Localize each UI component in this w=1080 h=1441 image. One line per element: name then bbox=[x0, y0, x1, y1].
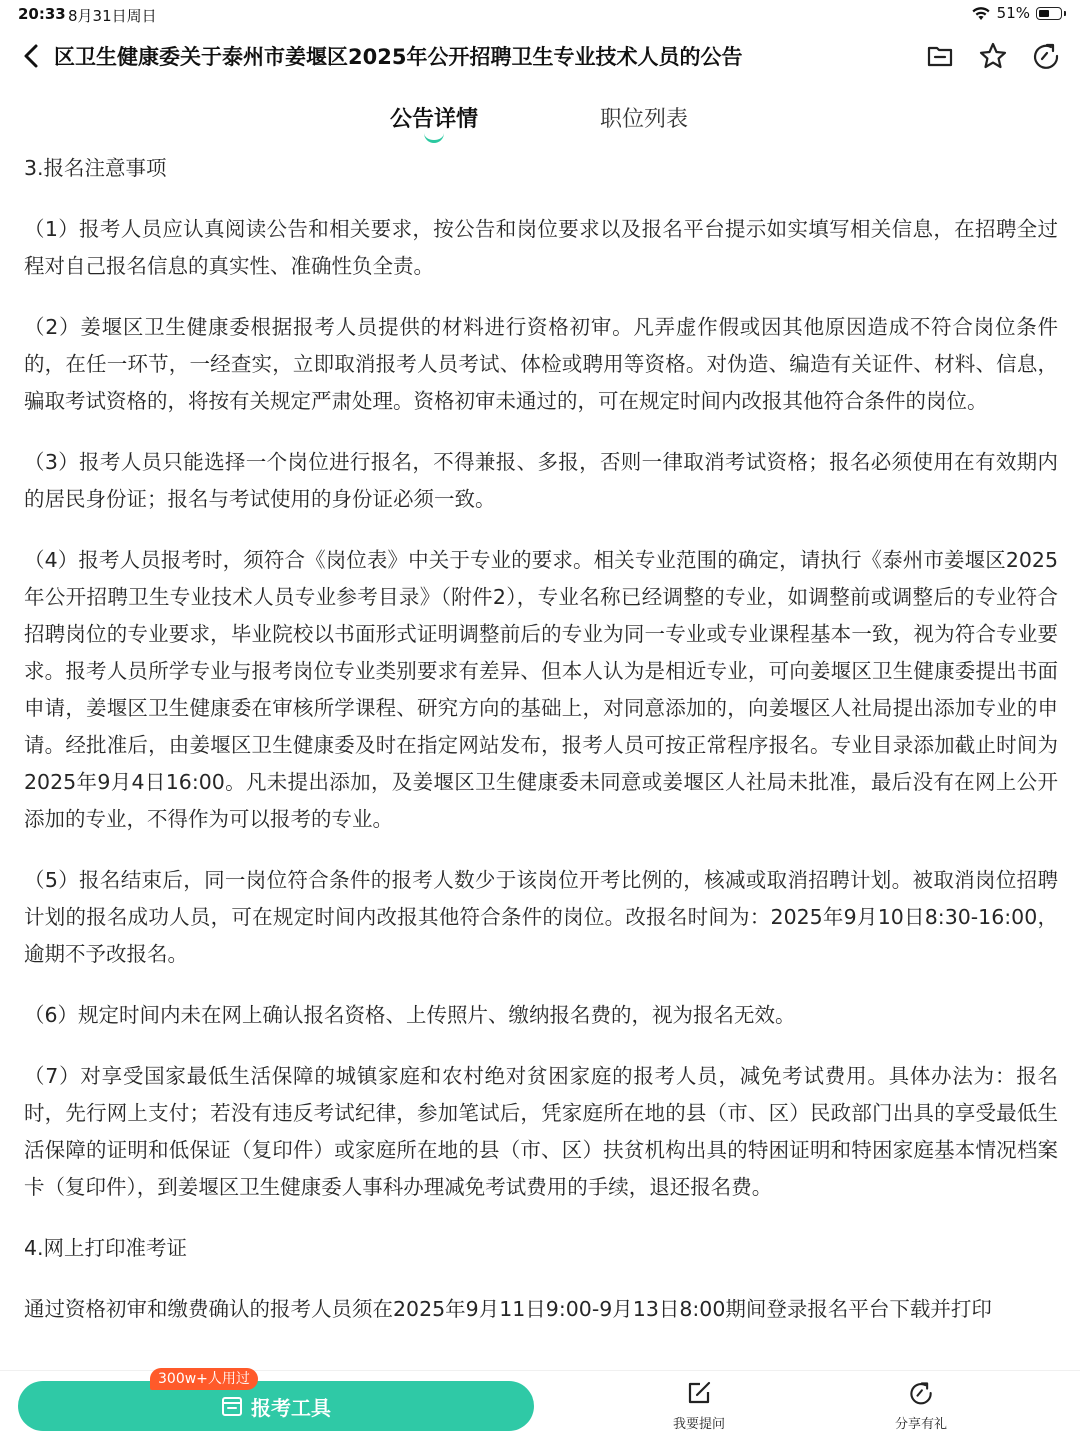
share-icon bbox=[907, 1379, 935, 1407]
status-right bbox=[971, 4, 1062, 22]
page-title: 区卫生健康委关于泰州市姜堰区2025年公开招聘卫生专业技术人员的公告 bbox=[54, 45, 743, 69]
edit-icon bbox=[685, 1379, 713, 1407]
paragraph: （5）报名结束后，同一岗位符合条件的报考人数少于该岗位开考比例的，核减或取消招聘计划。被取消岗位招聘计划的报名成功人员，可在规定时间内改报其他符合条件的岗位。改报名时间为：2025年9月10日8:30-16:00，逾期不予改报名。 bbox=[24, 868, 1058, 966]
active-tab-indicator bbox=[424, 132, 444, 143]
favorite-button[interactable] bbox=[977, 40, 1009, 72]
share-reward-button[interactable] bbox=[866, 1379, 976, 1432]
share-reward-label: 分享有礼 bbox=[894, 1417, 947, 1432]
battery-percent: 51% bbox=[996, 4, 1030, 22]
paragraph: （2）姜堰区卫生健康委根据报考人员提供的材料进行资格初审。凡弄虚作假或因其他原因造成不符合岗位条件的，在任一环节，一经查实，立即取消报考人员考试、体检或聘用等资格。对伪造、编造有关证件、材料、信息，骗取考试资格的，将按有关规定严肃处理。资格初审未通过的，可在规定时间内改报其他符合条件的岗位。 bbox=[24, 315, 1058, 413]
wifi-icon bbox=[971, 6, 991, 21]
nav-bar bbox=[0, 30, 1080, 82]
star-icon bbox=[977, 40, 1009, 72]
tab-bar bbox=[0, 96, 1080, 146]
paragraph: （3）报考人员只能选择一个岗位进行报名，不得兼报、多报，否则一律取消考试资格；报名必须使用在有效期内的居民身份证；报名与考试使用的身份证必须一致。 bbox=[24, 450, 1058, 511]
bottom-bar bbox=[0, 1370, 1080, 1441]
status-bar bbox=[0, 0, 1080, 28]
exam-tools-button[interactable] bbox=[18, 1381, 534, 1431]
paragraph: （4）报考人员报考时，须符合《岗位表》中关于专业的要求。相关专业范围的确定，请执行《泰州市姜堰区2025年公开招聘卫生专业技术人员专业参考目录》（附件2），专业名称已经调整的专业，如调整前或调整后的专业符合招聘岗位的专业要求，毕业院校以书面形式证明调整前后的专业为同一专业或专业课程基本一致，视为符合专业要求。报考人员所学专业与报考岗位专业类别要求有差异、但本人认为是相近专业，可向姜堰区卫生健康委提出书面申请，姜堰区卫生健康委在审核所学课程、研究方向的基础上，对同意添加的，向姜堰区人社局提出添加专业的申请。经批准后，由姜堰区卫生健康委及时在指定网站发布，报考人员可按正常程序报名。专业目录添加截止时间为2025年9月4日16:00。凡未提出添加，及姜堰区卫生健康委未同意或姜堰区人社局未批准，最后没有在网上公开添加的专业，不得作为可以报考的专业。 bbox=[24, 548, 1058, 831]
status-date: 8月31日周日 bbox=[68, 7, 157, 25]
paragraph: （6）规定时间内未在网上确认报名资格、上传照片、缴纳报名费的，视为报名无效。 bbox=[24, 1003, 796, 1027]
exam-tools-label: 报考工具 bbox=[251, 1395, 331, 1420]
share-icon bbox=[1030, 40, 1062, 72]
battery-icon bbox=[1036, 7, 1062, 20]
ask-question-label: 我要提问 bbox=[672, 1417, 725, 1432]
back-button[interactable] bbox=[18, 40, 48, 72]
section-heading: 4.网上打印准考证 bbox=[24, 1236, 188, 1260]
save-button[interactable] bbox=[924, 40, 956, 72]
tab-position-list[interactable]: 职位列表 bbox=[600, 107, 689, 132]
usage-badge: 300w+人用过 bbox=[150, 1368, 258, 1390]
chevron-left-icon bbox=[18, 40, 48, 72]
battery-level bbox=[1039, 10, 1049, 17]
paragraph: （1）报考人员应认真阅读公告和相关要求，按公告和岗位要求以及报名平台提示如实填写相关信息，在招聘全过程对自己报名信息的真实性、准确性负全责。 bbox=[24, 217, 1058, 278]
tab-announcement-details[interactable]: 公告详情 bbox=[390, 107, 479, 132]
status-time: 20:33 bbox=[18, 5, 66, 23]
article-content bbox=[24, 150, 1058, 1368]
share-button[interactable] bbox=[1030, 40, 1062, 72]
calendar-icon bbox=[221, 1395, 243, 1417]
folder-icon bbox=[924, 40, 956, 72]
section-heading: 3.报名注意事项 bbox=[24, 156, 167, 180]
paragraph: 通过资格初审和缴费确认的报考人员须在2025年9月11日9:00-9月13日8:00期间登录报名平台下载并打印 bbox=[24, 1297, 992, 1321]
ask-question-button[interactable] bbox=[644, 1379, 754, 1432]
paragraph: （7）对享受国家最低生活保障的城镇家庭和农村绝对贫困家庭的报考人员，减免考试费用。具体办法为：报名时，先行网上支付；若没有违反考试纪律，参加笔试后，凭家庭所在地的县（市、区）民政部门出具的享受最低生活保障的证明和低保证（复印件）或家庭所在地的县（市、区）扶贫机构出具的特困证明和特困家庭基本情况档案卡（复印件），到姜堰区卫生健康委人事科办理减免考试费用的手续，退还报名费。 bbox=[24, 1064, 1058, 1199]
